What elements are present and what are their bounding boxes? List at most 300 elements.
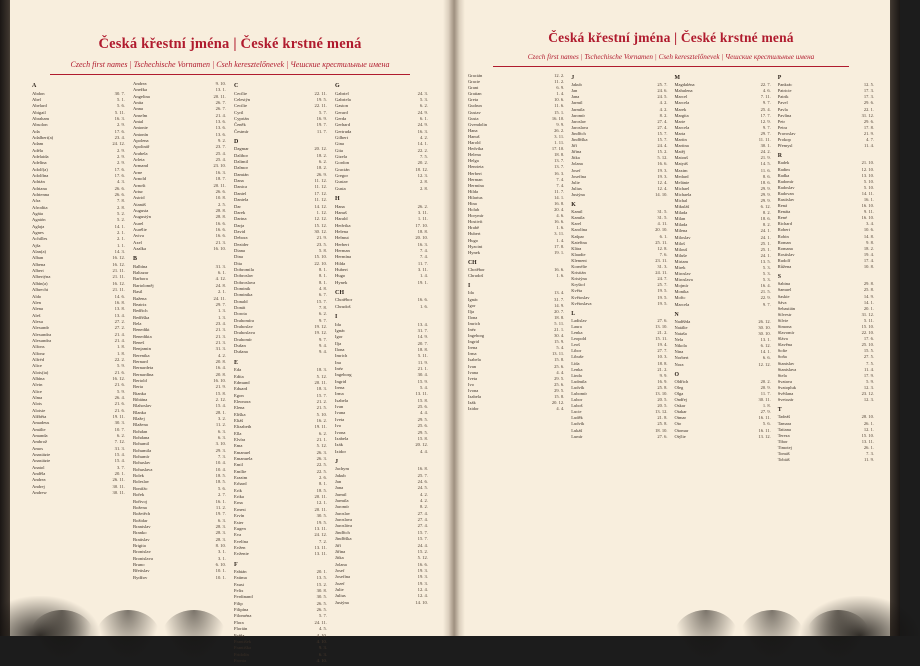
entry-name: Kristýna [571, 276, 587, 282]
letter-heading: O [674, 371, 680, 378]
entry-date: 25. 1. [760, 246, 771, 252]
entry-name: Marie [674, 118, 686, 124]
entry-name: Bernard [133, 358, 148, 364]
entry-date: 19. 5. [657, 294, 668, 300]
entry-name: Bedřiška [133, 314, 150, 320]
entry-date: 20. 12. [314, 146, 327, 152]
entry-date: 7. 5. [419, 153, 428, 159]
entry-date: 18. 8. [417, 347, 428, 353]
entry-date: 24. 7. [657, 276, 668, 282]
entry-date: 30. 11. [112, 483, 125, 489]
entry-date: 26. 7. [215, 106, 226, 112]
entry-date: 9. 7. [318, 317, 327, 323]
entry-date: 4. 2. [659, 106, 668, 112]
page-subtitle: Czech first names | Tschechische Vornamen | Cseh keresztelőnevek | Чешские крестильные имена [70, 60, 390, 69]
entry-date: 29. 6. [863, 100, 874, 106]
entry-name: Nina [674, 349, 684, 355]
entry-date: 21. 11. [112, 274, 125, 280]
entry-date: 5. 11. [554, 320, 565, 326]
entry-date: 27. 2. [114, 325, 125, 331]
entry-date: 7. 11. [760, 94, 771, 100]
entry-date: 22. 10. [861, 330, 874, 336]
entry-name: Lucie [571, 409, 582, 415]
entry-name: Ida [468, 290, 474, 296]
entry-date: 18. 7. [215, 176, 226, 182]
entry-date: 6. 1. [659, 233, 668, 239]
entry-date: 2. 9. [116, 153, 125, 159]
entry-name: Aurélie [133, 226, 147, 232]
entry-name: Dalibor [234, 152, 249, 158]
entry-date: 4. 4. [419, 410, 428, 416]
entry-date: 19. 3. [417, 580, 428, 586]
entry-name: Milada [674, 222, 688, 228]
entry-date: 19. 4. [863, 251, 874, 257]
name-column [778, 73, 874, 465]
entry-name: Jiřina [335, 548, 346, 554]
entry-name: Jachym [335, 466, 350, 472]
entry-date: 14. 6. [114, 293, 125, 299]
page-left [10, 0, 450, 663]
entry-name: Ina [335, 359, 341, 365]
entry-name: Ludmila [571, 378, 587, 384]
name-entry [675, 434, 771, 440]
entry-date: 17. 9. [863, 372, 874, 378]
name-entry [133, 575, 226, 581]
entry-name: Ludvík [571, 421, 585, 427]
entry-date: 16. 4. [760, 283, 771, 289]
entry-date: 17. 3. [863, 94, 874, 100]
entry-name: Josefína [335, 574, 351, 580]
entry-name: Lenka [571, 366, 583, 372]
entry-name: Bydžov [133, 574, 148, 580]
entry-date: 9. 4. [318, 343, 327, 349]
entry-date: 25. 11. [655, 239, 668, 245]
letter-heading: D [234, 138, 239, 145]
page-title: Česká křestní jména | České krstné mená [548, 30, 794, 45]
entry-name: Grant [468, 85, 479, 91]
entry-name: Oto [674, 421, 682, 427]
entry-name: Abelard [32, 103, 47, 109]
entry-date: 21. 4. [114, 331, 125, 337]
entry-date: 20. 1. [316, 569, 327, 575]
entry-date: 24. 12. [112, 141, 125, 147]
entry-date: 30. 11. [758, 397, 771, 403]
name-entry [778, 143, 874, 149]
entry-name: Arnošt [133, 182, 146, 188]
entry-date: 14. 9. [554, 302, 565, 308]
entry-date: 4. 3. [116, 179, 125, 185]
entry-date: 4. 8. [318, 285, 327, 291]
entry-date: 6. 2. [318, 430, 327, 436]
entry-date: 4. 6. [762, 88, 771, 94]
entry-date: 1. 4. [556, 237, 565, 243]
entry-name: Richard [777, 221, 792, 227]
entry-name: Anděla [32, 471, 46, 477]
entry-name: Natálie [674, 324, 688, 330]
entry-name: František [234, 638, 252, 644]
entry-date: 28. 3. [215, 530, 226, 536]
entry-name: Libuše [571, 354, 584, 360]
entry-date: 4. 6. [556, 213, 565, 219]
entry-name: Radomír [777, 178, 794, 184]
entry-date: 3. 11. [554, 133, 565, 139]
entry-name: Radim [777, 166, 790, 172]
entry-name: Lubomír [571, 391, 587, 397]
entry-date: 5. 2. [116, 211, 125, 217]
entry-name: Inéz [468, 326, 476, 332]
entry-name: Renáta [777, 209, 791, 215]
entry-date: 6. 2. [318, 159, 327, 165]
entry-name: Emílie [234, 468, 247, 474]
entry-name: Fridolín [234, 651, 249, 657]
entry-name: Marcela [674, 100, 690, 106]
entry-name: Ada [32, 128, 40, 134]
entry-date: 16. 8. [114, 299, 125, 305]
entry-name: David [234, 228, 246, 234]
entry-name: Albrecht [32, 287, 49, 293]
name-entry [675, 302, 771, 308]
entry-name: Fráňa [234, 632, 245, 638]
entry-name: Aurel [133, 220, 144, 226]
entry-name: Alexandra [32, 331, 52, 337]
entry-name: Bronislava [133, 555, 153, 561]
entry-date: 15. 9. [417, 378, 428, 384]
entry-date: 17. 10. [551, 146, 565, 152]
entry-name: Maxim [674, 167, 688, 173]
block-spacer [468, 279, 564, 281]
entry-name: Bernardína [133, 371, 154, 377]
entry-date: 8. 2. [762, 210, 771, 216]
entry-date: 16. 8. [417, 466, 428, 472]
entry-name: Julie [571, 179, 580, 185]
entry-name: Fatima [234, 575, 247, 581]
entry-name: Gudrun [468, 103, 482, 109]
entry-date: 11. 12. [314, 197, 327, 203]
entry-name: Astrid [133, 195, 145, 201]
entry-date: 22. 9. [760, 295, 771, 301]
entry-date: 6. 1. [217, 270, 226, 276]
entry-date: 18. 8. [554, 152, 565, 158]
entry-date: 21. 4. [215, 112, 226, 118]
entry-name: Pavla [777, 106, 788, 112]
entry-date: 13. 10. [655, 391, 668, 397]
entry-date: 16. 3. [114, 115, 125, 121]
entry-name: Oskar [674, 403, 686, 409]
entry-name: Stanislava [777, 366, 797, 372]
entry-date: 26. 5. [316, 607, 327, 613]
entry-name: Evelína [234, 538, 249, 544]
letter-heading: P [777, 75, 782, 81]
letter-heading: I [335, 314, 338, 321]
entry-date: 26. 1. [863, 420, 874, 426]
entry-date: 30. 10. [758, 331, 771, 337]
header-divider [493, 66, 849, 67]
entry-date: 10. 4. [215, 460, 226, 466]
entry-name: Alexandra [32, 337, 52, 343]
entry-name: Chrudoš [335, 303, 351, 309]
entry-name: Filoména [234, 613, 252, 619]
entry-date: 24. 6. [657, 88, 668, 94]
entry-date: 11. 2. [554, 79, 565, 85]
entry-date: 20. 1. [863, 305, 874, 311]
entry-date: 15. 10. [861, 323, 874, 329]
entry-date: 17. 7. [760, 112, 771, 118]
entry-date: 10. 8. [215, 195, 226, 201]
entry-date: 21. 5. [760, 289, 771, 295]
entry-name: Adriana [32, 185, 47, 191]
entry-name: Radovan [777, 190, 794, 196]
entry-name: Irma [335, 391, 344, 397]
entry-date: 18. 5. [316, 487, 327, 493]
entry-name: Linda [571, 372, 582, 378]
entry-date: 5. 3. [762, 277, 771, 283]
entry-name: Ema [234, 443, 243, 449]
entry-date: 9. 7. [762, 301, 771, 307]
entry-date: 19. 1. [554, 249, 565, 255]
entry-name: Hostivít [468, 219, 483, 225]
entry-date: 2. 6. [318, 475, 327, 481]
entry-name: Otýlie [674, 433, 686, 439]
entry-name: Brigita [133, 542, 146, 548]
entry-date: 16. 12. [112, 255, 125, 261]
entry-date: 12. 4. [417, 586, 428, 592]
entry-date: 5. 6. [762, 421, 771, 427]
entry-name: Emanuel [234, 449, 251, 455]
entry-name: Květoslav [571, 294, 590, 300]
entry-date: 15. 2. [316, 581, 327, 587]
entry-name: Prokop [777, 137, 791, 143]
entry-date: 21. 3. [215, 239, 226, 245]
entry-name: Diana [234, 247, 245, 253]
header-divider [50, 74, 410, 75]
entry-name: Debora [234, 235, 248, 241]
entry-name: Květoslava [571, 300, 592, 306]
block-spacer [778, 270, 874, 272]
entry-date: 15. 7. [657, 137, 668, 143]
entry-name: Helena [468, 152, 481, 158]
page-right [452, 0, 890, 636]
entry-name: Medard [674, 173, 689, 179]
entry-name: Ambrož [32, 439, 48, 445]
entry-date: 30. 1. [760, 143, 771, 149]
entry-name: Adrienna [32, 192, 50, 197]
entry-name: Mořic [674, 295, 686, 301]
name-entry [335, 600, 428, 606]
entry-date: 8. 1. [318, 273, 327, 279]
entry-date: 27. 6. [657, 433, 668, 439]
entry-name: Petr [777, 118, 785, 124]
entry-name: Donald [234, 298, 248, 304]
entry-date: 8. 1. [318, 266, 327, 272]
entry-name: Ingeborg [468, 333, 485, 339]
entry-name: Bela [133, 320, 142, 326]
entry-name: Oldřich [674, 378, 689, 384]
entry-date: 12. 4. [417, 593, 428, 599]
entry-date: 1. 3. [217, 314, 226, 320]
entry-name: Tamara [777, 420, 792, 426]
entry-date: 5. 11. [864, 317, 874, 323]
entry-date: 16. 11. [758, 427, 771, 433]
entry-date: 21. 6. [114, 407, 125, 413]
entry-name: Anatol [32, 464, 45, 470]
entry-date: 15. 2. [417, 548, 428, 554]
entry-date: 8. 6. [762, 173, 771, 179]
entry-date: 17. 4. [863, 257, 874, 263]
entry-date: 7. 6. [659, 251, 668, 257]
entry-name: Božetěch [133, 511, 151, 517]
entry-date: 27. 4. [657, 124, 668, 130]
entry-date: 30. 4. [554, 333, 565, 339]
entry-name: Fabián [234, 569, 247, 575]
entry-date: 27. 4. [657, 118, 668, 124]
entry-date: 7. 2. [318, 538, 327, 544]
entry-date: 14. 1. [554, 194, 565, 200]
entry-name: Abdon [32, 90, 45, 96]
entry-name: Monika [674, 289, 689, 295]
entry-date: 26. 4. [114, 395, 125, 400]
entry-date: 1. 11. [554, 140, 565, 146]
entry-date: 23. 7. [215, 144, 226, 150]
entry-name: Azalka [133, 245, 147, 251]
entry-date: 16. 6. [215, 220, 226, 226]
entry-date: 11. 9. [417, 359, 428, 365]
entry-name: Justýna [571, 191, 585, 197]
letter-heading: R [777, 153, 782, 160]
block-spacer [675, 368, 771, 370]
entry-name: Alžběta [32, 414, 47, 420]
entry-name: Adrián [32, 179, 45, 185]
entry-date: 17. 6. [863, 336, 874, 342]
entry-name: Jarmil [335, 491, 347, 497]
entry-name: Andrea [32, 477, 46, 483]
entry-date: 22. 5. [316, 462, 327, 468]
entry-name: Erna [234, 500, 243, 506]
entry-date: 27. 9. [760, 409, 771, 415]
entry-name: Imrich [335, 353, 348, 359]
entry-name: Gita [335, 147, 343, 153]
entry-name: Gvendolin [468, 121, 487, 127]
entry-name: Hilda [335, 260, 346, 266]
entry-date: 1. 6. [419, 303, 428, 309]
entry-name: Kašpar [571, 233, 584, 239]
entry-name: Gusta [468, 115, 479, 121]
entry-name: Andrea [133, 81, 147, 86]
entry-name: Bořivoj [133, 498, 148, 504]
entry-name: Afrodita [32, 204, 48, 210]
entry-date: 24. 3. [417, 90, 428, 96]
entry-name: Faust [234, 581, 244, 587]
name-entry [571, 301, 667, 307]
entry-name: Patrik [777, 94, 789, 100]
entry-name: Hanuš [335, 209, 347, 215]
entry-name: Gabriel [335, 90, 349, 96]
entry-date: 21. 9. [215, 384, 226, 390]
entry-date: 30. 10. [758, 324, 771, 330]
entry-name: Bianka [133, 390, 147, 396]
entry-name: Jindřiška [571, 137, 588, 143]
entry-date: 9. 10. [215, 81, 226, 86]
entry-date: 27. 5. [863, 354, 874, 360]
entry-name: Anastázie [32, 458, 51, 464]
entry-name: Eliška [234, 411, 246, 417]
entry-date: 26. 6. [114, 185, 125, 191]
entry-date: 1. 12. [316, 209, 327, 215]
entry-date: 29. 5. [554, 387, 565, 393]
entry-name: Hugo [335, 273, 346, 279]
entry-name: Albert [32, 268, 44, 274]
entry-name: Bohdan [133, 428, 148, 434]
entry-name: Ivan [335, 404, 344, 410]
entry-name: Přemysl [777, 143, 793, 149]
entry-name: Jaroslav [335, 510, 351, 516]
block-spacer [778, 463, 874, 465]
entry-name: Otakar [674, 409, 687, 415]
name-column [675, 73, 771, 465]
entry-name: Jindřich [571, 130, 586, 136]
entry-date: 30. 7. [114, 90, 125, 96]
entry-name: Axel [133, 239, 142, 245]
entry-name: Hermína [335, 254, 352, 260]
entry-name: Jozef [335, 580, 345, 586]
entry-name: Elena [234, 405, 245, 411]
entry-date: 15. 10. [861, 432, 874, 438]
entry-date: 1. 1. [116, 242, 125, 248]
page-right-header [452, 0, 890, 67]
entry-date: 22. 11. [314, 90, 327, 96]
entry-name: Bořek [133, 492, 145, 498]
entry-date: 3. 4. [866, 221, 874, 227]
entry-name: Klára [571, 245, 582, 251]
name-entry [335, 304, 428, 310]
entry-date: 5. 1. [116, 96, 125, 102]
entry-date: 21. 9. [760, 155, 771, 161]
letter-heading: CH [468, 259, 477, 266]
entry-date: 18. 3. [316, 367, 327, 373]
entry-date: 16. 3. [215, 169, 226, 175]
entry-date: 2. 9. [116, 147, 125, 153]
entry-name: Antonín [133, 131, 149, 137]
entry-name: Ivan [468, 363, 476, 369]
entry-date: 24. 6. [417, 479, 428, 485]
entry-name: Ivona [335, 429, 346, 435]
entry-name: Aloisie [32, 407, 46, 413]
entry-date: 13. 1. [760, 337, 771, 343]
entry-name: Armand [133, 163, 149, 169]
entry-name: Ernest [234, 506, 246, 512]
entry-date: 19. 12. [314, 330, 327, 336]
entry-date: 21. 1. [554, 326, 565, 332]
letter-heading: T [777, 407, 782, 414]
entry-name: Pravoslav [777, 130, 796, 136]
entry-name: Marta [674, 130, 686, 136]
entry-name: Apolena [133, 138, 149, 144]
entry-name: Albína [32, 375, 45, 381]
entry-name: Agáta [32, 211, 43, 217]
name-entry [335, 186, 428, 192]
entry-name: Tobiáš [777, 457, 790, 463]
entry-date: 19. 4. [657, 342, 668, 348]
entry-name: Greta [468, 97, 478, 103]
entry-date: 2. 1. [116, 236, 125, 242]
entry-name: Mojmír [674, 283, 689, 289]
entry-date: 11. 6. [760, 167, 771, 173]
entry-name: Gracián [468, 73, 483, 78]
entry-date: 24. 4. [417, 542, 428, 548]
entry-name: Sebastián [777, 305, 795, 311]
entry-name: Elizabeth [234, 424, 252, 430]
entry-date: 16. 9. [657, 378, 668, 384]
entry-name: Alois [32, 401, 42, 407]
